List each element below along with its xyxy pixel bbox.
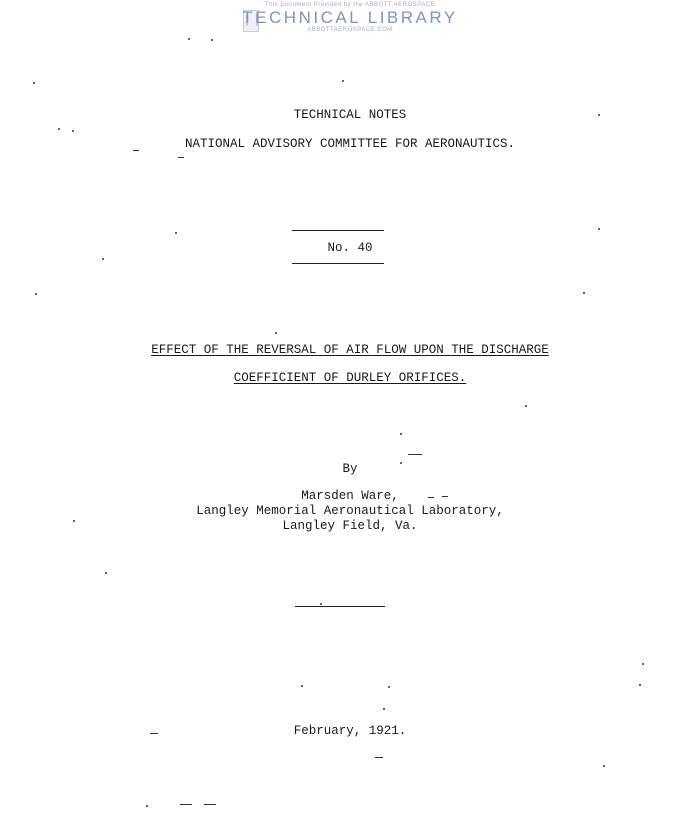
scan-mark — [428, 497, 434, 498]
date: February, 1921. — [293, 724, 407, 738]
scan-speck — [102, 258, 104, 260]
scan-speck — [146, 805, 148, 807]
scan-speck — [598, 114, 600, 116]
author-location: Langley Field, Va. — [282, 519, 418, 533]
scan-mark — [408, 454, 422, 455]
scan-speck — [525, 405, 527, 407]
scan-mark — [442, 496, 448, 497]
scan-speck — [400, 462, 402, 464]
byline-by: By — [342, 462, 358, 476]
scan-speck — [72, 130, 74, 132]
scan-speck — [583, 292, 585, 294]
watermark-provider: This Document Provided by the ABBOTT AEROSPACE — [264, 2, 436, 8]
scan-speck — [639, 684, 641, 686]
scan-speck — [301, 685, 303, 687]
report-number: No. 40 — [327, 241, 373, 255]
scan-speck — [58, 128, 60, 130]
scan-speck — [342, 80, 344, 82]
separator-rule — [295, 606, 385, 607]
watermark-url: ABBOTTAEROSPACE.COM — [307, 27, 393, 33]
series-heading: TECHNICAL NOTES — [293, 108, 407, 122]
scan-speck — [400, 433, 402, 435]
scan-speck — [642, 663, 644, 665]
committee-heading: NATIONAL ADVISORY COMMITTEE FOR AERONAUTICS. — [184, 137, 516, 151]
scan-speck — [275, 332, 277, 334]
author-affiliation: Langley Memorial Aeronautical Laboratory, — [196, 504, 504, 518]
scan-speck — [603, 765, 605, 767]
title-line-1: EFFECT OF THE REVERSAL OF AIR FLOW UPON THE DISCHARGE — [151, 343, 549, 357]
scan-speck — [175, 232, 177, 234]
author-name: Marsden Ware, — [301, 489, 399, 503]
number-bottom-rule — [292, 263, 384, 264]
scan-speck — [35, 293, 37, 295]
scan-speck — [598, 228, 600, 230]
scan-speck — [33, 82, 35, 84]
scan-speck — [388, 686, 390, 688]
scan-mark — [375, 757, 383, 758]
scan-mark — [178, 157, 184, 158]
scan-mark — [204, 804, 216, 805]
scan-speck — [383, 708, 385, 710]
scan-mark — [180, 804, 192, 805]
number-top-rule — [292, 230, 384, 231]
title-line-2: COEFFICIENT OF DURLEY ORIFICES. — [233, 371, 467, 385]
scan-speck — [211, 39, 213, 41]
scan-mark — [150, 733, 158, 734]
scan-speck — [105, 572, 107, 574]
scan-speck — [188, 38, 190, 40]
scan-speck — [73, 520, 75, 522]
scan-mark — [133, 150, 139, 151]
watermark-library-name: TECHNICAL LIBRARY — [242, 8, 458, 27]
scan-speck — [320, 603, 322, 605]
